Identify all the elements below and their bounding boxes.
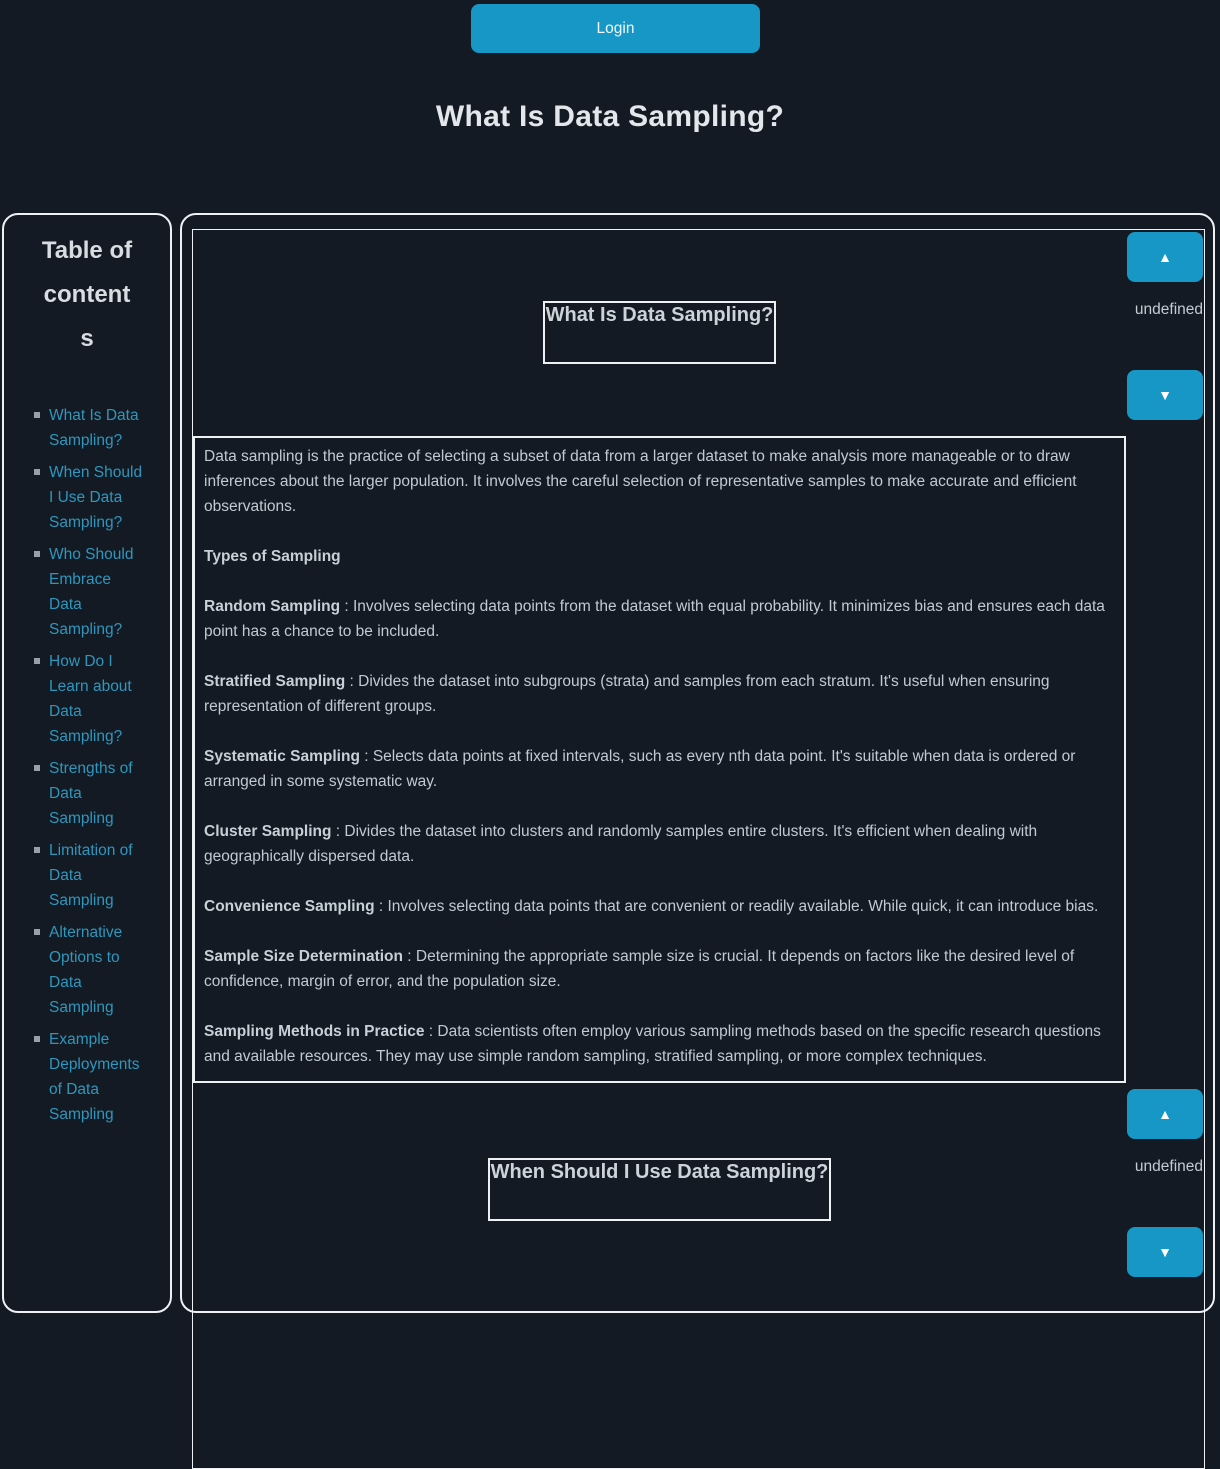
paragraph-term: Sampling Methods in Practice [204,1023,425,1040]
up-arrow-icon: ▲ [1158,1106,1172,1122]
paragraph-term: Sample Size Determination [204,948,403,965]
paragraph-text: : Divides the dataset into clusters and randomly samples entire clusters. It's efficient when dealing with geographically dispersed data. [204,823,1038,865]
body-paragraph [204,819,1115,869]
paragraph-text: : Selects data points at fixed intervals, such as every nth data point. It's suitable when data is ordered or arranged in some systematic way. [204,748,1076,790]
paragraph-term: Convenience Sampling [204,898,375,915]
body-paragraph [204,944,1115,994]
paragraph-term: Stratified Sampling [204,673,346,690]
toc-link[interactable]: Limitation of Data Sampling [49,838,143,913]
toc-link[interactable]: What Is Data Sampling? [49,403,143,453]
body-paragraph [204,594,1115,644]
body-paragraph [204,544,1115,569]
paragraph-text: : Data scientists often employ various sampling methods based on the specific research questions and available resources. They may use simple random sampling, stratified sampling, or more complex techniques. [204,1023,1101,1065]
body-paragraph [204,744,1115,794]
body-paragraph [204,894,1115,919]
move-section-up-button[interactable] [1127,232,1203,282]
paragraph-term: Cluster Sampling [204,823,332,840]
paragraph-text: : Involves selecting data points that are convenient or readily available. While quick, it can introduce bias. [374,898,1099,915]
content-container [192,229,1205,1469]
move-section-down-button[interactable] [1127,1227,1203,1277]
down-arrow-icon: ▼ [1158,1244,1172,1260]
paragraph-term: Types of Sampling [204,548,341,565]
paragraph-text: : Involves selecting data points from the dataset with equal probability. It minimizes bias and ensures each data point has a chance to be included. [204,598,1105,640]
toc-link[interactable]: When Should I Use Data Sampling? [49,460,143,535]
section-status-label: undefined [1134,1158,1203,1175]
paragraph-text: : Divides the dataset into subgroups (strata) and samples from each stratum. It's useful when ensuring representation of different groups. [204,673,1050,715]
up-arrow-icon: ▲ [1158,249,1172,265]
toc-link[interactable]: Example Deployments of Data Sampling [49,1027,143,1127]
section-body-box [193,436,1126,1083]
section-controls [1126,230,1204,1087]
section-controls [1126,1087,1204,1293]
body-paragraph [204,669,1115,719]
section-content [193,1087,1126,1293]
section-heading-box [543,301,777,364]
move-section-up-button[interactable] [1127,1089,1203,1139]
table-of-contents-sidebar [2,213,172,1313]
section-status-label: undefined [1134,301,1203,318]
section-heading: What Is Data Sampling? [545,304,774,326]
section-content [193,230,1126,1087]
toc-link[interactable]: Strengths of Data Sampling [49,756,143,831]
main-panel [180,213,1215,1313]
section-heading: When Should I Use Data Sampling? [490,1161,829,1183]
move-section-down-button[interactable] [1127,370,1203,420]
toc-link[interactable]: Alternative Options to Data Sampling [49,920,143,1020]
down-arrow-icon: ▼ [1158,387,1172,403]
paragraph-text: : Determining the appropriate sample size is crucial. It depends on factors like the desired level of confidence, margin of error, and the population size. [204,948,1075,990]
toc-link[interactable]: Who Should Embrace Data Sampling? [49,542,143,642]
section-when-should-i-use-data-sampling [193,1087,1204,1293]
section-what-is-data-sampling [193,230,1204,1087]
toc-list [4,403,170,1127]
toc-link[interactable]: How Do I Learn about Data Sampling? [49,649,143,749]
login-button[interactable]: Login [471,4,760,53]
toc-title: Table of contents [41,237,133,352]
page-title: What Is Data Sampling? [435,100,785,133]
body-paragraph [204,444,1115,519]
section-heading-box [488,1158,832,1221]
paragraph-term: Random Sampling [204,598,341,615]
paragraph-term: Systematic Sampling [204,748,360,765]
paragraph-text: Data sampling is the practice of selecting a subset of data from a larger dataset to make analysis more manageable or to draw inferences about the larger population. It involves the careful selection of representative samples to make accurate and efficient observations. [204,448,1077,515]
body-paragraph [204,1019,1115,1069]
